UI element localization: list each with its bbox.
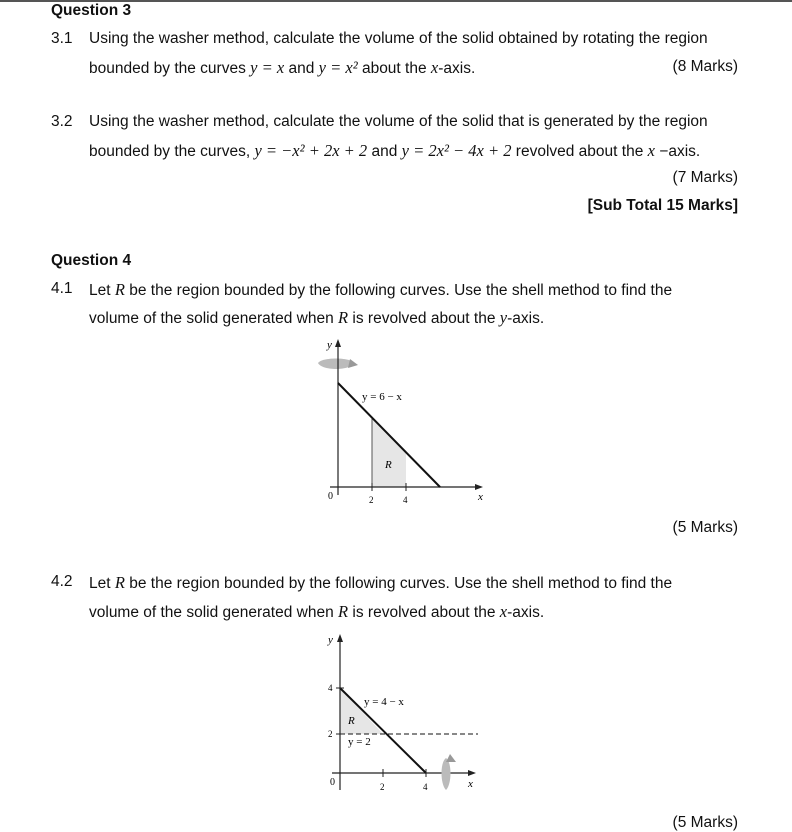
q3-1-line2: bounded by the curves y = x and y = x² about the x-axis. (89, 58, 476, 77)
rotation-arrow-icon (442, 758, 451, 790)
x-axis-label: x (478, 491, 483, 503)
q3-subtotal: [Sub Total 15 Marks] (587, 197, 738, 214)
curve-label: y = 4 − x (364, 696, 404, 708)
line-label: y = 2 (348, 736, 371, 748)
q3-1-number: 3.1 (51, 30, 73, 47)
q3-1-marks: (8 Marks) (672, 58, 738, 75)
q3-2-line2: bounded by the curves, y = −x² + 2x + 2 and y = 2x² − 4x + 2 revolved about the x −axis. (89, 141, 701, 160)
tick-label-2: 2 (369, 495, 374, 505)
y-tick-label-4: 4 (328, 683, 333, 693)
q4-2-marks: (5 Marks) (672, 814, 738, 831)
y-axis-label: y (327, 339, 332, 351)
origin-label: 0 (330, 777, 335, 788)
q4-1-line1: Let R be the region bounded by the following curves. Use the shell method to find the (89, 280, 673, 299)
y-tick-label-2: 2 (328, 729, 333, 739)
y-axis-arrowhead (337, 634, 343, 642)
q3-1-line1: Using the washer method, calculate the volume of the solid obtained by rotating the region (89, 30, 708, 47)
rotation-arrowhead-icon (446, 754, 456, 762)
q3-2-number: 3.2 (51, 113, 73, 130)
q3-2-equation-1: y = −x² + 2x + 2 (254, 141, 368, 160)
x-tick-label-4: 4 (423, 782, 428, 792)
x-axis-label: x (468, 778, 473, 790)
q4-2-line1: Let R be the region bounded by the following curves. Use the shell method to find the (89, 573, 673, 592)
y-axis-label: y (328, 634, 333, 646)
y-axis-arrowhead (335, 339, 341, 347)
q4-1-number: 4.1 (51, 280, 73, 297)
question-3-heading: Question 3 (51, 2, 132, 19)
q3-2-line1: Using the washer method, calculate the volume of the solid that is generated by the region (89, 113, 708, 130)
q4-1-line2: volume of the solid generated when R is revolved about the y-axis. (89, 308, 545, 327)
q3-2-equation-2: y = 2x² − 4x + 2 (401, 141, 512, 160)
q3-1-equation-1: y = x (250, 58, 285, 77)
x-axis-arrowhead (475, 484, 483, 490)
x-axis-arrowhead (468, 770, 476, 776)
origin-label: 0 (328, 491, 333, 502)
region-r-fill (372, 417, 406, 487)
region-r-label: R (348, 715, 355, 727)
q3-1-equation-2: y = x² (318, 58, 358, 77)
question-4-heading: Question 4 (51, 252, 132, 269)
q4-1-figure (300, 335, 500, 515)
x-tick-label-2: 2 (380, 782, 385, 792)
region-r-label: R (385, 459, 392, 471)
q4-2-line2: volume of the solid generated when R is revolved about the x-axis. (89, 602, 545, 621)
curve-label: y = 6 − x (362, 391, 402, 403)
q4-2-figure (300, 630, 500, 800)
q4-1-marks: (5 Marks) (672, 519, 738, 536)
q4-2-number: 4.2 (51, 573, 73, 590)
q3-2-marks: (7 Marks) (672, 169, 738, 186)
tick-label-4: 4 (403, 495, 408, 505)
